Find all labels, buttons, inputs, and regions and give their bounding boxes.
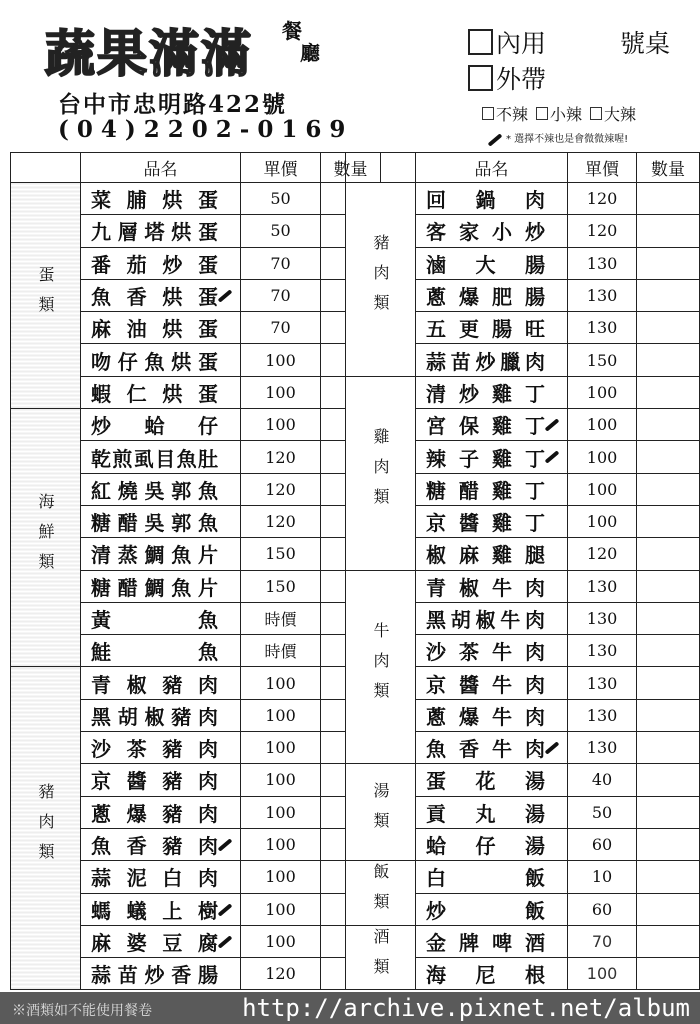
spice-label: 小辣 — [550, 105, 583, 124]
dish-name — [81, 538, 241, 570]
dish-price: 130 — [568, 247, 637, 279]
menu-row — [346, 925, 700, 957]
menu-table-left — [10, 152, 381, 990]
quantity-field[interactable] — [637, 828, 700, 860]
quantity-field[interactable] — [637, 699, 700, 731]
quantity-field[interactable] — [637, 667, 700, 699]
dish-name-text: 蒜苗炒臘肉 — [426, 349, 545, 374]
quantity-field[interactable] — [637, 441, 700, 473]
dish-price: 50 — [241, 183, 321, 215]
dish-name — [416, 925, 568, 957]
dish-name-text: 青椒豬肉 — [91, 672, 218, 697]
dish-name — [81, 893, 241, 925]
footer-banner — [0, 992, 700, 1024]
dish-name-text: 五更腸旺 — [426, 317, 545, 342]
dish-price: 100 — [241, 828, 321, 860]
dish-name-text: 麻婆豆腐 — [91, 930, 218, 955]
takeout-label: 外帶 — [496, 65, 547, 94]
dish-price: 70 — [568, 925, 637, 957]
dish-name-text: 番茄炒蛋 — [91, 252, 218, 277]
dish-name — [416, 183, 568, 215]
dish-name — [81, 602, 241, 634]
quantity-field[interactable] — [637, 958, 700, 990]
spice-label: 大辣 — [604, 105, 637, 124]
dish-name — [81, 279, 241, 311]
dish-price: 40 — [568, 764, 637, 796]
dish-price: 120 — [568, 215, 637, 247]
quantity-field[interactable] — [637, 602, 700, 634]
dish-price: 100 — [568, 441, 637, 473]
dish-name-text: 鮭魚 — [91, 640, 218, 665]
dish-name-text: 魚香烘蛋 — [91, 285, 218, 310]
dish-name — [81, 699, 241, 731]
dish-name — [416, 764, 568, 796]
dish-name-text: 京醬牛肉 — [426, 672, 545, 697]
dish-price: 150 — [241, 570, 321, 602]
dish-price: 70 — [241, 312, 321, 344]
dish-name — [81, 505, 241, 537]
category-label: 湯類 — [346, 764, 416, 861]
menu-row — [346, 376, 700, 408]
restaurant-logo: 蔬果滿滿 — [45, 25, 253, 83]
dish-name — [416, 344, 568, 376]
dish-name-text: 清炒雞丁 — [426, 381, 545, 406]
dish-name — [416, 861, 568, 893]
quantity-field[interactable] — [637, 861, 700, 893]
dish-name — [81, 764, 241, 796]
dish-name-text: 黃魚 — [91, 608, 218, 632]
dish-name — [416, 699, 568, 731]
chili-icon — [545, 418, 560, 431]
dish-name — [81, 376, 241, 408]
dish-name-text: 京醬豬肉 — [91, 769, 218, 794]
dish-name — [81, 247, 241, 279]
dish-name — [81, 473, 241, 505]
quantity-field[interactable] — [637, 312, 700, 344]
dish-price: 100 — [568, 376, 637, 408]
dish-name — [81, 828, 241, 860]
dish-name — [416, 796, 568, 828]
dish-price: 130 — [568, 732, 637, 764]
name-header: 品名 — [81, 153, 241, 183]
category-label: 豬肉類 — [346, 183, 416, 377]
dish-price: 60 — [568, 828, 637, 860]
dish-name-text: 蛋花湯 — [426, 769, 545, 794]
quantity-field[interactable] — [637, 764, 700, 796]
dish-price: 100 — [241, 861, 321, 893]
dish-name — [81, 667, 241, 699]
dish-price: 120 — [241, 473, 321, 505]
dish-name — [416, 635, 568, 667]
dish-name-text: 魚香牛肉 — [426, 737, 545, 762]
menu-row — [11, 667, 381, 699]
price-header: 單價 — [568, 153, 637, 183]
dish-name — [81, 183, 241, 215]
dish-price: 120 — [568, 183, 637, 215]
dish-price: 50 — [568, 796, 637, 828]
quantity-field[interactable] — [637, 538, 700, 570]
dish-name-text: 貢丸湯 — [426, 801, 545, 826]
dish-name-text: 回鍋肉 — [426, 188, 545, 213]
category-label: 雞肉類 — [346, 376, 416, 570]
category-label: 牛肉類 — [346, 570, 416, 764]
dish-name-text: 黑胡椒豬肉 — [91, 704, 218, 729]
category-header — [346, 153, 416, 183]
dish-price: 10 — [568, 861, 637, 893]
dish-name-text: 菜脯烘蛋 — [91, 188, 218, 213]
dish-name — [81, 409, 241, 441]
quantity-field[interactable] — [637, 796, 700, 828]
chili-icon — [488, 133, 503, 146]
dish-name — [416, 893, 568, 925]
dish-name — [81, 732, 241, 764]
dish-name-text: 椒麻雞腿 — [426, 543, 545, 568]
quantity-field[interactable] — [637, 215, 700, 247]
dish-name — [416, 570, 568, 602]
spice-option[interactable] — [590, 102, 636, 125]
quantity-field[interactable] — [637, 925, 700, 957]
dish-name-text: 乾煎虱目魚肚 — [91, 446, 218, 471]
menu-row — [11, 183, 381, 215]
dish-name — [416, 732, 568, 764]
dish-name-text: 青椒牛肉 — [426, 575, 545, 600]
name-header: 品名 — [416, 153, 568, 183]
dish-price: 100 — [241, 796, 321, 828]
dish-name — [81, 570, 241, 602]
dish-name — [81, 441, 241, 473]
takeout-option[interactable] — [468, 60, 546, 96]
dish-name — [416, 958, 568, 990]
dish-name-text: 沙茶牛肉 — [426, 640, 545, 665]
dish-price: 100 — [568, 505, 637, 537]
checkbox[interactable] — [536, 107, 548, 120]
logo-subtitle — [282, 20, 320, 64]
dish-price: 100 — [241, 344, 321, 376]
dish-price: 100 — [241, 925, 321, 957]
dish-name-text: 蝦仁烘蛋 — [91, 381, 218, 406]
dish-price: 100 — [241, 409, 321, 441]
dish-name — [416, 215, 568, 247]
footer-note: ※酒類如不能使用餐卷 — [12, 1003, 152, 1019]
dish-name-text: 吻仔魚烘蛋 — [91, 349, 218, 374]
checkbox[interactable] — [468, 65, 493, 91]
dish-name — [81, 958, 241, 990]
dish-name — [416, 828, 568, 860]
dish-name-text: 糖醋鯛魚片 — [91, 575, 218, 600]
dish-price: 100 — [241, 699, 321, 731]
quantity-field[interactable] — [637, 409, 700, 441]
dish-name — [416, 376, 568, 408]
spice-note-text: * 選擇不辣也是會微微辣喔! — [506, 134, 629, 145]
dish-price: 130 — [568, 570, 637, 602]
dish-name-text: 糖醋雞丁 — [426, 478, 545, 503]
chili-icon — [218, 903, 233, 916]
category-header — [11, 153, 81, 183]
category-label: 酒類 — [346, 925, 416, 990]
spice-options — [482, 102, 636, 125]
dish-name-text: 白飯 — [426, 866, 545, 891]
dish-name-text: 蒜泥白肉 — [91, 866, 218, 891]
dish-name-text: 九層塔烘蛋 — [91, 220, 218, 245]
dish-price: 150 — [241, 538, 321, 570]
dish-name — [416, 409, 568, 441]
quantity-field[interactable] — [637, 473, 700, 505]
dish-name-text: 蔥爆肥腸 — [426, 285, 545, 310]
dish-price: 100 — [241, 732, 321, 764]
dish-name — [416, 312, 568, 344]
qty-header: 數量 — [637, 153, 700, 183]
logo-sub-2: 廳 — [300, 41, 320, 65]
dish-name — [416, 247, 568, 279]
menu-table-right — [345, 152, 700, 990]
dish-name — [81, 215, 241, 247]
quantity-field[interactable] — [637, 635, 700, 667]
dish-price: 50 — [241, 215, 321, 247]
dish-name-text: 清蒸鯛魚片 — [91, 543, 218, 568]
dish-price: 100 — [241, 376, 321, 408]
dish-name — [81, 312, 241, 344]
dish-price: 100 — [568, 958, 637, 990]
dish-name — [416, 538, 568, 570]
chili-icon — [545, 451, 560, 464]
menu-row — [346, 570, 700, 602]
dish-name-text: 紅燒吳郭魚 — [91, 478, 218, 503]
dish-name — [416, 279, 568, 311]
dish-price: 70 — [241, 247, 321, 279]
spice-note — [484, 130, 628, 145]
dish-price: 130 — [568, 312, 637, 344]
logo-sub-1: 餐 — [282, 19, 302, 43]
menu-row — [11, 409, 381, 441]
dish-price: 150 — [568, 344, 637, 376]
dish-price: 130 — [568, 602, 637, 634]
dish-name-text: 客家小炒 — [426, 220, 545, 245]
dish-price: 70 — [241, 279, 321, 311]
dish-name-text: 海尼根 — [426, 963, 545, 988]
watermark-url: http://archive.pixnet.net/album — [242, 994, 690, 1022]
dish-price: 60 — [568, 893, 637, 925]
menu-row — [346, 764, 700, 796]
dish-price: 130 — [568, 635, 637, 667]
dish-name — [416, 667, 568, 699]
quantity-field[interactable] — [637, 570, 700, 602]
spice-option[interactable] — [536, 102, 582, 125]
dish-name-text: 蒜苗炒香腸 — [91, 963, 218, 988]
spice-option[interactable] — [482, 102, 528, 125]
menu-row — [346, 183, 700, 215]
phone: (04)2202-0169 — [58, 116, 354, 143]
dish-price: 100 — [568, 409, 637, 441]
chili-icon — [218, 935, 233, 948]
category-label: 海鮮類 — [11, 409, 81, 667]
spice-label: 不辣 — [496, 105, 529, 124]
dine-in-option[interactable] — [468, 24, 546, 60]
dish-price: 130 — [568, 667, 637, 699]
quantity-field[interactable] — [637, 732, 700, 764]
category-label: 蛋類 — [11, 183, 81, 409]
dine-in-label: 內用 — [496, 29, 547, 58]
dish-name-text: 辣子雞丁 — [426, 446, 545, 471]
dish-name-text: 滷大腸 — [426, 252, 545, 277]
dish-price: 120 — [241, 958, 321, 990]
dish-name — [81, 796, 241, 828]
dish-name — [81, 925, 241, 957]
qty-header: 數量 — [321, 153, 381, 183]
dish-name-text: 沙茶豬肉 — [91, 737, 218, 762]
dish-price: 130 — [568, 699, 637, 731]
quantity-field[interactable] — [637, 344, 700, 376]
dish-name-text: 糖醋吳郭魚 — [91, 511, 218, 536]
dish-name-text: 金牌啤酒 — [426, 930, 545, 955]
dish-name — [416, 473, 568, 505]
category-label: 飯類 — [346, 861, 416, 926]
checkbox[interactable] — [482, 107, 494, 120]
dish-name-text: 蔥爆豬肉 — [91, 801, 218, 826]
quantity-field[interactable] — [637, 183, 700, 215]
dish-name-text: 京醬雞丁 — [426, 511, 545, 536]
dish-name — [81, 635, 241, 667]
dish-name-text: 麻油烘蛋 — [91, 317, 218, 342]
dish-price: 時價 — [241, 602, 321, 634]
dish-price: 100 — [241, 667, 321, 699]
dish-name — [416, 602, 568, 634]
dish-name-text: 螞蟻上樹 — [91, 898, 218, 923]
quantity-field[interactable] — [637, 376, 700, 408]
dish-price: 100 — [568, 473, 637, 505]
chili-icon — [218, 838, 233, 851]
dish-price: 120 — [241, 505, 321, 537]
dish-name-text: 黑胡椒牛肉 — [426, 608, 545, 632]
dish-name-text: 蛤仔湯 — [426, 834, 545, 859]
dish-price: 130 — [568, 279, 637, 311]
dish-price: 120 — [241, 441, 321, 473]
chili-icon — [545, 741, 560, 754]
quantity-field[interactable] — [637, 279, 700, 311]
dish-name-text: 炒飯 — [426, 898, 545, 923]
dish-name — [81, 344, 241, 376]
chili-icon — [218, 289, 233, 302]
dish-price: 100 — [241, 764, 321, 796]
menu-row — [346, 861, 700, 893]
category-label: 豬肉類 — [11, 667, 81, 990]
address: 台中市忠明路422號 — [58, 91, 288, 118]
dish-price: 時價 — [241, 635, 321, 667]
dish-name — [416, 441, 568, 473]
dish-name-text: 宮保雞丁 — [426, 414, 545, 439]
dish-name-text: 魚香豬肉 — [91, 834, 218, 859]
checkbox[interactable] — [590, 107, 602, 120]
table-number-label: 號桌 — [620, 29, 671, 58]
dish-name — [416, 505, 568, 537]
dish-price: 100 — [241, 893, 321, 925]
quantity-field[interactable] — [637, 247, 700, 279]
price-header: 單價 — [241, 153, 321, 183]
quantity-field[interactable] — [637, 505, 700, 537]
dish-price: 120 — [568, 538, 637, 570]
checkbox[interactable] — [468, 29, 493, 55]
quantity-field[interactable] — [637, 893, 700, 925]
dish-name-text: 炒蛤仔 — [91, 414, 218, 439]
dish-name-text: 蔥爆牛肉 — [426, 704, 545, 729]
dish-name — [81, 861, 241, 893]
